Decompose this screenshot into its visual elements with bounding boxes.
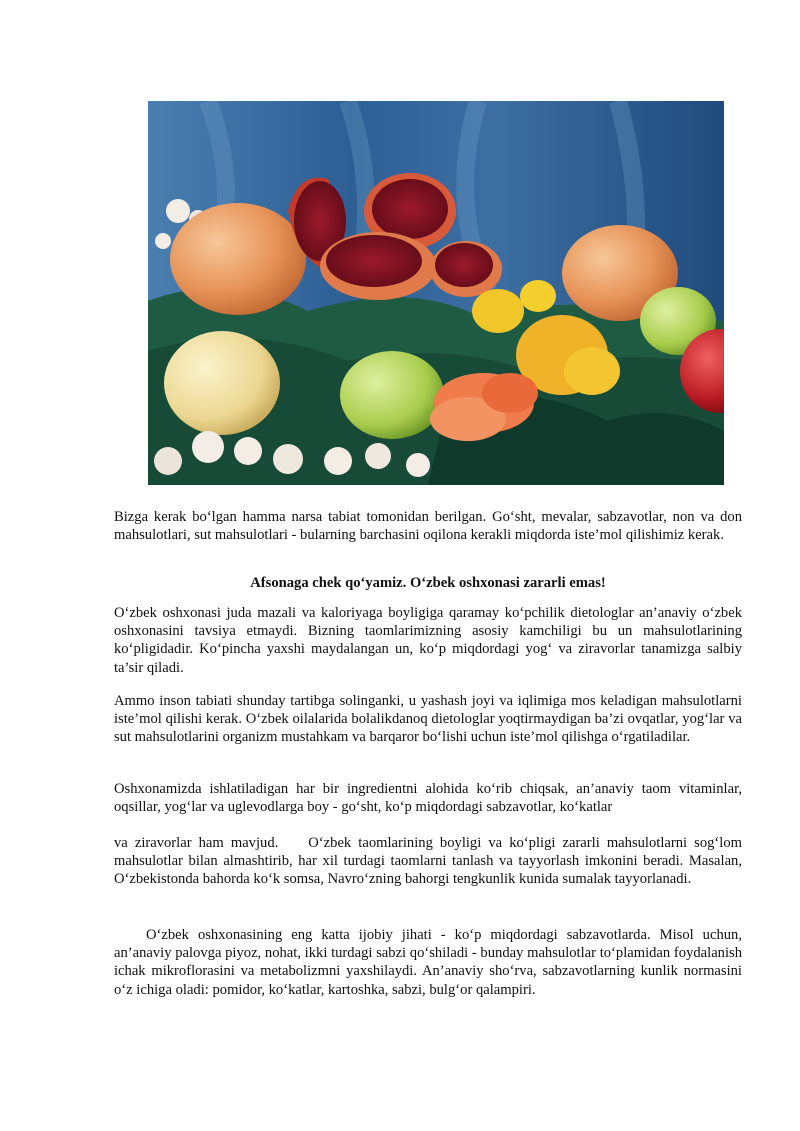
intro-paragraph: Bizga kerak bo‘lgan hamma narsa tabiat tomonidan berilgan. Go‘sht, mevalar, sabzavotlar, non va don mahsulotlari, sut mahsulotlari - bularning barchasini oqilona kerakli miqdorda iste’mol qilishimiz kerak. (114, 509, 742, 544)
fruit-photo (148, 101, 724, 485)
paragraph-variety-lead: va ziravorlar ham mavjud. (114, 835, 279, 851)
section-heading: Afsonaga chek qo‘yamiz. O‘zbek oshxonasi zararli emas! (250, 575, 606, 591)
paragraph-variety-body: O‘zbek taomlarining boyligi va ko‘pligi zararli mahsulotlarni sog‘lom mahsulotlar bilan almashtirib, har xil turdagi taomlarni tanlash va tayyorlash imkonini beradi. Masalan, O‘zbekistonda bahorda ko‘k somsa, Navro‘zning bahorgi tengkunlik kunida sumalak tayyorlanadi. (114, 835, 742, 888)
paragraph-ingredients: Oshxonamizda ishlatiladigan har bir ingredientni alohida ko‘rib chiqsak, an’anaviy taom vitaminlar, oqsillar, yog‘lar va uglevodlarga boy - go‘sht, ko‘p miqdordagi sabzavotlar, ko‘katlar (114, 781, 742, 816)
paragraph-human-nature: Ammo inson tabiati shunday tartibga solinganki, u yashash joyi va iqlimiga mos keladigan mahsulotlarni iste’mol qilishi kerak. O‘zbek oilalarida bolalikdanoq dietologlar yoqtirmaydigan ba’zi ovqatlar, yog‘lar va sut mahsulotlarini organizm mustahkam va barqaror bo‘lishi uchun iste’mol qilishga o‘rgatiladilar. (114, 693, 742, 746)
paragraph-cuisine-critique: O‘zbek oshxonasi juda mazali va kaloriyaga boyligiga qaramay ko‘pchilik dietologlar an’anaviy o‘zbek oshxonasini tavsiya etmaydi. Bizning taomlarimizning asosiy kamchiligi bu un mahsulotlarining ko‘pligidadir. Ko‘pincha yaxshi maydalangan un, ko‘p miqdordagi yog‘ va ziravorlar tanamizga salbiy ta’sir qiladi. (114, 605, 742, 676)
paragraph-vegetables: O‘zbek oshxonasining eng katta ijobiy jihati - ko‘p miqdordagi sabzavotlarda. Misol uchun, an’anaviy palovga piyoz, nohat, ikki turdagi sabzi qo‘shiladi - bunday mahsulotlar to‘plamidan foydalanish ichak mikroflorasini va metabolizmni yaxshilaydi. An’anaviy sho‘rva, sabzavotlarning kunlik normasini o‘z ichiga oladi: pomidor, ko‘katlar, kartoshka, sabzi, bulg‘or qalampiri. (114, 927, 742, 998)
paragraph-variety (114, 834, 742, 889)
fruit-illustration (148, 101, 724, 485)
